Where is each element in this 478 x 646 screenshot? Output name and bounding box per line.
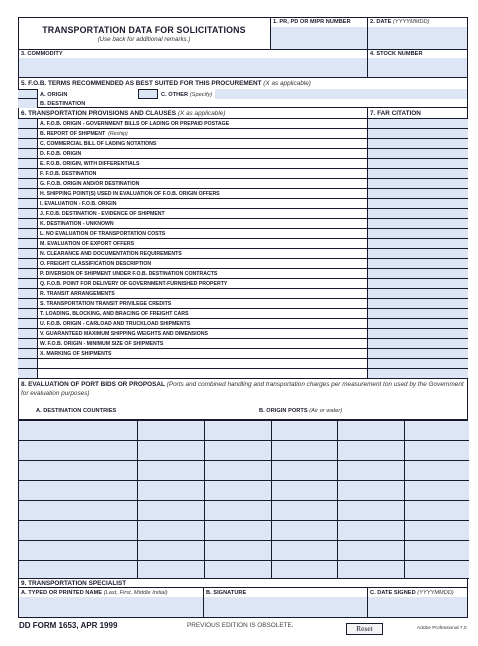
provision-text: P. DIVERSION OF SHIPMENT UNDER F.O.B. DESTINATION CONTRACTS: [40, 271, 218, 277]
date-signed-label: C. DATE SIGNED: [370, 590, 416, 596]
provision-checkbox[interactable]: [18, 299, 38, 308]
provision-row: [18, 359, 468, 369]
provision-label: [40, 311, 189, 317]
provision-checkbox[interactable]: [18, 189, 38, 198]
origin-port-cell[interactable]: [272, 481, 338, 501]
far-citation-field[interactable]: [367, 349, 468, 358]
destination-country-cell[interactable]: [19, 521, 138, 541]
specialist-name-label: A. TYPED OR PRINTED NAME: [21, 590, 103, 596]
provision-checkbox[interactable]: [18, 159, 38, 168]
far-citation-field[interactable]: [367, 229, 468, 238]
destination-country-cell[interactable]: [19, 481, 138, 501]
far-citation-field[interactable]: [367, 129, 468, 138]
provision-checkbox[interactable]: [18, 139, 38, 148]
provision-text: Q. F.O.B. POINT FOR DELIVERY OF GOVERNMENT-FURNISHED PROPERTY: [40, 281, 228, 287]
destination-country-cell[interactable]: [19, 421, 138, 441]
provision-label: [40, 141, 156, 147]
date-hint: (YYYYMMDD): [393, 19, 430, 25]
form-number: DD FORM 1653, APR 1999: [19, 621, 118, 630]
evaluation-hint: (Ports and combined handling and transportation charges per measurement ton used by the Government for evaluation purposes): [21, 381, 464, 397]
signature-field[interactable]: [204, 597, 367, 617]
provision-text: H. SHIPPING POINT(S) USED IN EVALUATION OF F.O.B. ORIGIN OFFERS: [40, 191, 220, 197]
provision-text: O. FREIGHT CLASSIFICATION DESCRIPTION: [40, 261, 152, 267]
far-citation-field[interactable]: [367, 169, 468, 178]
far-citation-field[interactable]: [367, 149, 468, 158]
provision-checkbox[interactable]: [18, 269, 38, 278]
provision-label: [40, 261, 151, 267]
provision-hint: (Reship): [108, 131, 128, 137]
origin-port-cell[interactable]: [405, 521, 469, 541]
provision-row: [18, 159, 468, 169]
pr-number-label: 1. PR, PD OR MIPR NUMBER: [273, 19, 351, 25]
provision-checkbox[interactable]: [18, 309, 38, 318]
provision-label: [40, 331, 208, 337]
fob-label: 5. F.O.B. TERMS RECOMMENDED AS BEST SUITED FOR THIS PROCUREMENT: [21, 80, 262, 87]
stock-number-label: 4. STOCK NUMBER: [370, 51, 423, 57]
origin-port-cell[interactable]: [338, 541, 405, 561]
provision-row: [18, 229, 468, 239]
provision-label: [40, 281, 227, 287]
provision-label: [40, 131, 128, 137]
provision-label: [40, 241, 134, 247]
provision-row: [18, 129, 468, 139]
origin-port-cell[interactable]: [205, 521, 272, 541]
provision-checkbox[interactable]: [18, 149, 38, 158]
far-citation-field[interactable]: [367, 119, 468, 128]
far-citation-field[interactable]: [367, 259, 468, 268]
origin-port-cell[interactable]: [272, 501, 338, 521]
specialist-label: 9. TRANSPORTATION SPECIALIST: [21, 580, 127, 587]
far-citation-field[interactable]: [367, 159, 468, 168]
provision-text: B. REPORT OF SHIPMENT: [40, 131, 106, 137]
far-citation-field[interactable]: [367, 329, 468, 338]
provision-checkbox[interactable]: [18, 349, 38, 358]
far-citation-field[interactable]: [367, 189, 468, 198]
origin-port-cell[interactable]: [272, 461, 338, 481]
far-citation-field[interactable]: [367, 339, 468, 348]
origin-port-cell[interactable]: [205, 541, 272, 561]
provision-checkbox[interactable]: [18, 129, 38, 138]
provision-text: W. F.O.B. ORIGIN - MINIMUM SIZE OF SHIPMENTS: [40, 341, 164, 347]
origin-port-cell[interactable]: [272, 441, 338, 461]
provision-text: F. F.O.B. DESTINATION: [40, 171, 97, 177]
fob-origin-checkbox[interactable]: [18, 89, 38, 99]
provision-row: [18, 319, 468, 329]
origin-port-cell[interactable]: [272, 561, 338, 579]
origin-port-cell[interactable]: [138, 461, 205, 481]
provision-row: [18, 219, 468, 229]
provision-text: L. NO EVALUATION OF TRANSPORTATION COSTS: [40, 231, 166, 237]
provision-row: [18, 349, 468, 359]
provision-row: [18, 189, 468, 199]
provision-label: [40, 171, 96, 177]
origin-port-cell[interactable]: [338, 521, 405, 541]
fob-hint: (X as applicable): [263, 80, 311, 87]
provision-checkbox[interactable]: [18, 289, 38, 298]
provision-checkbox[interactable]: [18, 179, 38, 188]
provision-row: [18, 309, 468, 319]
provision-checkbox[interactable]: [18, 359, 38, 368]
far-citation-field[interactable]: [367, 199, 468, 208]
provision-text: T. LOADING, BLOCKING, AND BRACING OF FREIGHT CARS: [40, 311, 189, 317]
provision-label: [40, 231, 165, 237]
form-subtitle: (Use back for additional remarks.): [97, 36, 191, 43]
origin-port-cell[interactable]: [272, 521, 338, 541]
edition-notice: PREVIOUS EDITION IS OBSOLETE.: [187, 622, 294, 629]
destination-country-cell[interactable]: [19, 561, 138, 579]
form-title: TRANSPORTATION DATA FOR SOLICITATIONS: [42, 25, 246, 35]
origin-port-cell[interactable]: [338, 421, 405, 441]
provision-text: S. TRANSPORTATION TRANSIT PRIVILEGE CREDITS: [40, 301, 172, 307]
provisions-hint: (X as applicable): [177, 110, 226, 117]
port-bids-grid: [18, 420, 468, 578]
far-citation-field[interactable]: [367, 139, 468, 148]
provision-row: [18, 199, 468, 209]
fob-other-specify-field[interactable]: [215, 89, 467, 99]
commodity-label: 3. COMMODITY: [21, 51, 63, 57]
origin-port-cell[interactable]: [205, 461, 272, 481]
provision-label: [40, 341, 163, 347]
far-citation-field[interactable]: [367, 359, 468, 368]
provision-label: [40, 321, 190, 327]
provision-checkbox[interactable]: [18, 319, 38, 328]
far-citation-field[interactable]: [367, 219, 468, 228]
provision-checkbox[interactable]: [18, 119, 38, 128]
provision-text: K. DESTINATION - UNKNOWN: [40, 221, 114, 227]
provision-checkbox[interactable]: [18, 239, 38, 248]
origin-port-cell[interactable]: [205, 561, 272, 579]
provision-label: [40, 291, 115, 297]
provision-checkbox[interactable]: [18, 279, 38, 288]
date-signed-hint: (YYYYMMDD): [417, 590, 454, 596]
origin-port-cell[interactable]: [338, 501, 405, 521]
far-citation-field[interactable]: [367, 179, 468, 188]
origin-port-cell[interactable]: [405, 441, 469, 461]
origin-port-cell[interactable]: [138, 481, 205, 501]
provision-label: [40, 271, 217, 277]
origin-port-cell[interactable]: [205, 481, 272, 501]
provision-text: X. MARKING OF SHIPMENTS: [40, 351, 112, 357]
provision-row: [18, 259, 468, 269]
provision-checkbox[interactable]: [18, 329, 38, 338]
far-citation-field[interactable]: [367, 289, 468, 298]
provisions-label: 6. TRANSPORTATION PROVISIONS AND CLAUSES: [21, 110, 177, 117]
provision-text: U. F.O.B. ORIGIN - CARLOAD AND TRUCKLOAD SHIPMENTS: [40, 321, 191, 327]
fob-other-hint: (Specify): [189, 92, 213, 98]
stock-number-field[interactable]: [368, 58, 467, 77]
divider: [367, 108, 368, 119]
provision-checkbox[interactable]: [18, 369, 38, 378]
provision-label: [40, 211, 165, 217]
provision-row: [18, 179, 468, 189]
fob-destination-checkbox[interactable]: [18, 99, 38, 108]
provision-text: N. CLEARANCE AND DOCUMENTATION REQUIREMENTS: [40, 251, 182, 257]
provision-row: [18, 289, 468, 299]
provision-checkbox[interactable]: [18, 169, 38, 178]
provision-text: J. F.O.B. DESTINATION - EVIDENCE OF SHIPMENT: [40, 211, 165, 217]
provision-checkbox[interactable]: [18, 339, 38, 348]
provision-row: [18, 369, 468, 379]
provision-checkbox[interactable]: [18, 249, 38, 258]
origin-ports-hint: (Air or water): [309, 408, 343, 414]
destination-country-cell[interactable]: [19, 541, 138, 561]
provision-row: [18, 239, 468, 249]
origin-port-cell[interactable]: [138, 441, 205, 461]
provision-row: [18, 169, 468, 179]
provision-text: M. EVALUATION OF EXPORT OFFERS: [40, 241, 135, 247]
far-citation-field[interactable]: [367, 309, 468, 318]
origin-port-cell[interactable]: [405, 461, 469, 481]
provision-row: [18, 269, 468, 279]
provision-text: D. F.O.B. ORIGIN: [40, 151, 82, 157]
provision-text: C. COMMERCIAL BILL OF LADING NOTATIONS: [40, 141, 157, 147]
fob-other-checkbox[interactable]: [138, 89, 158, 99]
signature-label: B. SIGNATURE: [206, 590, 247, 596]
specialist-name-hint: (Last, First, Middle Initial): [103, 590, 168, 596]
far-citation-field[interactable]: [367, 249, 468, 258]
provision-row: [18, 299, 468, 309]
date-label: 2. DATE: [370, 19, 392, 25]
provision-checkbox[interactable]: [18, 259, 38, 268]
origin-port-cell[interactable]: [138, 501, 205, 521]
pr-number-field[interactable]: [271, 27, 367, 49]
provision-row: [18, 249, 468, 259]
provision-label: [40, 161, 139, 167]
commodity-field[interactable]: [19, 58, 367, 77]
provision-row: [18, 209, 468, 219]
destination-countries-label: A. DESTINATION COUNTRIES: [36, 408, 117, 414]
far-citation-field[interactable]: [367, 209, 468, 218]
far-citation-field[interactable]: [367, 369, 468, 378]
far-citation-field[interactable]: [367, 239, 468, 248]
origin-port-cell[interactable]: [338, 481, 405, 501]
origin-port-cell[interactable]: [338, 461, 405, 481]
provision-row: [18, 339, 468, 349]
provision-row: [18, 279, 468, 289]
origin-port-cell[interactable]: [272, 541, 338, 561]
provision-text: A. F.O.B. ORIGIN - GOVERNMENT BILLS OF LADING OR PREPAID POSTAGE: [40, 121, 230, 127]
provision-checkbox[interactable]: [18, 209, 38, 218]
destination-country-cell[interactable]: [19, 501, 138, 521]
fob-other-label: C. OTHER: [161, 92, 189, 98]
far-citation-field[interactable]: [367, 319, 468, 328]
provision-text: V. GUARANTEED MAXIMUM SHIPPING WEIGHTS AND DIMENSIONS: [40, 331, 208, 337]
software-version: Adobe Professional 7.0: [417, 626, 467, 631]
provision-row: [18, 139, 468, 149]
provision-label: [40, 191, 220, 197]
fob-destination-label: B. DESTINATION: [40, 101, 86, 107]
destination-country-cell[interactable]: [19, 441, 138, 461]
provision-label: [40, 221, 114, 227]
provision-checkbox[interactable]: [18, 199, 38, 208]
origin-port-cell[interactable]: [338, 441, 405, 461]
provision-text: G. F.O.B. ORIGIN AND/OR DESTINATION: [40, 181, 140, 187]
far-citation-field[interactable]: [367, 299, 468, 308]
provision-text: I. EVALUATION - F.O.B. ORIGIN: [40, 201, 117, 207]
provision-row: [18, 119, 468, 129]
reset-button[interactable]: Reset: [346, 623, 383, 635]
specialist-name-field[interactable]: [19, 597, 203, 617]
origin-port-cell[interactable]: [405, 501, 469, 521]
provision-label: [40, 181, 139, 187]
origin-port-cell[interactable]: [138, 561, 205, 579]
provision-label: [40, 121, 229, 127]
fob-origin-label: A. ORIGIN: [40, 92, 68, 98]
provision-label: [40, 201, 116, 207]
provision-checkbox[interactable]: [18, 229, 38, 238]
provision-label: [40, 301, 171, 307]
origin-port-cell[interactable]: [405, 561, 469, 579]
far-citation-label: 7. FAR CITATION: [370, 110, 421, 117]
provision-row: [18, 149, 468, 159]
provision-row: [18, 329, 468, 339]
origin-port-cell[interactable]: [138, 541, 205, 561]
origin-port-cell[interactable]: [405, 421, 469, 441]
origin-port-cell[interactable]: [205, 441, 272, 461]
provision-checkbox[interactable]: [18, 219, 38, 228]
origin-port-cell[interactable]: [138, 521, 205, 541]
origin-port-cell[interactable]: [205, 501, 272, 521]
origin-port-cell[interactable]: [272, 421, 338, 441]
date-field[interactable]: [368, 27, 467, 49]
origin-port-cell[interactable]: [138, 421, 205, 441]
origin-port-cell[interactable]: [405, 481, 469, 501]
provision-label: [40, 251, 182, 257]
origin-ports-label: B. ORIGIN PORTS: [259, 408, 308, 414]
destination-country-cell[interactable]: [19, 461, 138, 481]
date-signed-field[interactable]: [368, 597, 467, 617]
origin-port-cell[interactable]: [405, 541, 469, 561]
far-citation-field[interactable]: [367, 279, 468, 288]
far-citation-field[interactable]: [367, 269, 468, 278]
evaluation-label: 8. EVALUATION OF PORT BIDS OR PROPOSAL: [21, 381, 165, 388]
provision-label: [40, 151, 81, 157]
provision-text: R. TRANSIT ARRANGEMENTS: [40, 291, 115, 297]
provision-text: E. F.O.B. ORIGIN, WITH DIFFERENTIALS: [40, 161, 140, 167]
origin-port-cell[interactable]: [338, 561, 405, 579]
provision-label: [40, 351, 111, 357]
origin-port-cell[interactable]: [205, 421, 272, 441]
